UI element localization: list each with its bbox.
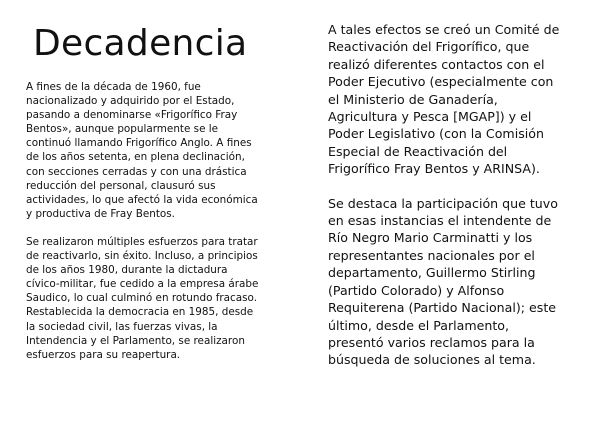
right-column bbox=[328, 21, 578, 386]
page-title: Decadencia bbox=[33, 23, 248, 64]
paragraph-participation: Se destaca la participación que tuvo en esas instancias el intendente de Río Negro Mario Carminatti y los representantes nacionales por el departamento, Guillermo Stirling (Partido Colorado) y Alfonso Requiterena (Partido Nacional); este último, desde el Parlamento, presentó varios reclamos para la búsqueda de soluciones al tema. bbox=[328, 195, 558, 368]
paragraph-committee: A tales efectos se creó un Comité de Reactivación del Frigorífico, que realizó diferentes contactos con el Poder Ejecutivo (especialmente con el Ministerio de Ganadería, Agricultura y Pesca [MGAP]) y el Poder Legislativo (con la Comisión Especial de Reactivación del Frigorífico Fray Bentos y ARINSA). bbox=[328, 22, 560, 177]
paragraph-nationalization: A fines de la década de 1960, fue nacionalizado y adquirido por el Estado, pasando a denominarse «Frigorífico Fray Bentos», aunque popularmente se le continuó llamando Frigorífico Anglo. A fines de los años setenta, en plena declinación, con secciones cerradas y con una drástica reducción del personal, clausuró sus actividades, lo que afectó la vida económica y productiva de Fray Bentos. bbox=[26, 81, 258, 220]
left-column bbox=[26, 22, 288, 376]
paragraph-reactivation-efforts: Se realizaron múltiples esfuerzos para tratar de reactivarlo, sin éxito. Incluso, a principios de los años 1980, durante la dictadura cívico-militar, fue cedido a la empresa árabe Saudico, lo cual culminó en rotundo fracaso. Restablecida la democracia en 1985, desde la sociedad civil, las fuerzas vivas, la Intendencia y el Parlamento, se realizaron esfuerzos para su reapertura. bbox=[26, 235, 259, 361]
